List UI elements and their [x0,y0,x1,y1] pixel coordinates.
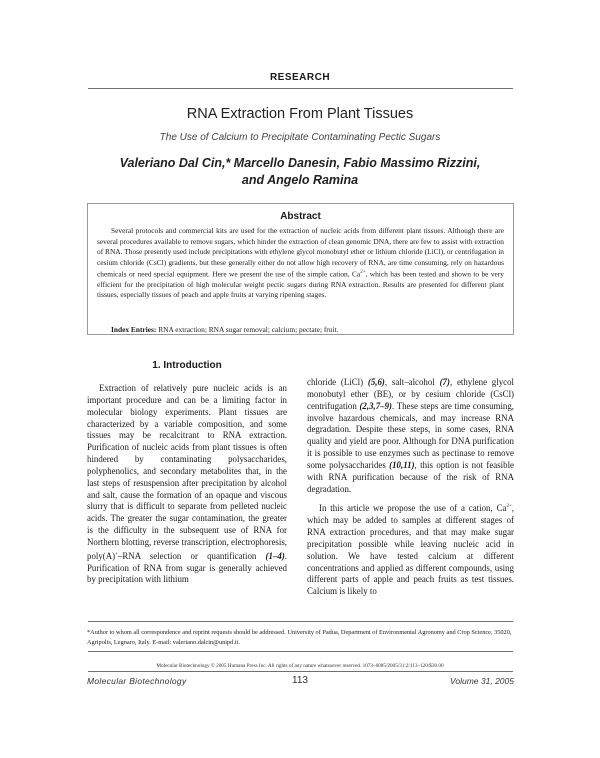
intro-left-text: Extraction of relatively pure nucleic acids is an important procedure and can be a limiting factor in molecular biology experiments. Plant tissues are characterized by a variable composition, and some tissues may be recalcitrant to RNA extraction. Purification of nucleic acids from plant tissues is often hindered by contaminating polysaccharides, polyphenolics, and secondary metabolites that, in the last steps of resuspension after precipitation by alcohol and salt, cause the formation of an opaque and viscous slurry that is difficult to separate from pelleted nucleic acids. The greater the sugar contamination, the greater is the difficulty in the subsequent use of RNA for Northern blotting, reverse transcription, electrophoresis, poly(A) [87,383,287,561]
intro-right-text-b: , salt–alcohol [384,377,440,387]
intro-left-text-end: . Purification of RNA from sugar is generally achieved by precipitation with lithium [87,550,287,585]
page-number: 113 [292,675,308,686]
intro-right-text-e: , this option is not feasible with RNA purification because of the risk of RNA degradation. [307,459,514,494]
volume-info: Volume 31, 2005 [450,676,514,686]
abstract-text-part-2: , which has been tested and shown to be very efficient for the precipitation of high molecular weight pectic sugars during RNA extraction. Results are presented for different plant tissues, especially tissues of peach and apple fruits at varying ripening stages. [97,269,504,300]
correspondence-footnote: *Author to whom all correspondence and reprint requests should be addressed. University of Padua, Department of Environmental Agronomy and Crop Science, 35020, Agripolis, Legnaro, Italy. E-mail: valeriano.dalcin@unipd.it. [87,629,512,646]
authors-line-1: Valeriano Dal Cin,* Marcello Danesin, Fabio Massimo Rizzini, [119,156,481,170]
citation: (5,6) [367,377,385,387]
intro-right-text-a: chloride (LiCl) [307,377,368,387]
section-label: RESEARCH [269,72,331,83]
citation: (2,3,7–9) [359,400,392,411]
author-list [0,155,600,189]
abstract-text-part-1: Several protocols and commercial kits are used for the extraction of nucleic acids from different plant tissues. Although there are several procedures available to remove sugars, which hinder the extraction of clean genomic DNA, there are few to assist with extraction of RNA. Those presently used include precipitations with ethylene glycol monobutyl ether or lithium chloride (LiCl), or centrifugation in cesium chloride (CsCl) gradients, but these generally either do not allow high recovery of RNA, are time consuming, rely on hazardous chemicals or need special equipment. Here we present the use of the simple cation, Ca [97,226,504,279]
calcium-charge: 2+ [506,504,512,510]
header-rule [88,88,513,89]
intro-left-text-mid: –RNA selection or quantification [117,550,266,561]
abstract-heading: Abstract [280,211,321,222]
index-entries-label: Index Entries: [111,325,157,334]
index-entries-terms: RNA extraction; RNA sugar removal; calcium; pectate; fruit. [156,325,339,334]
intro-right-text-d: . These steps are time consuming, involve hazardous chemicals, and may increase RNA degradation. Despite these steps, in some cases, RNA quality and yield are poor. Although for DNA purification it is possible to use enzymes such as pectinase to remove some polysaccharides [307,400,515,470]
publisher-line: Molecular Biotechnology © 2005 Humana Press Inc. All rights of any nature whatsoever reserved. 1073–6085/2005/31:2/113–120/$30.00 [156,663,444,669]
footer-rule [88,671,513,672]
article-subtitle: The Use of Calcium to Precipitate Contaminating Pectic Sugars [159,132,441,143]
footnote-bottom-rule [88,651,513,652]
citation: (1–4) [265,550,285,561]
calcium-charge: 2+ [360,270,366,275]
column-left [87,383,287,586]
footnote-rule [88,621,513,622]
poly-a-sup: + [115,551,118,557]
section-heading-introduction: 1. Introduction [152,360,222,371]
intro-right-text-c: , ethylene glycol monobutyl ether (BE), or by cesium chloride (CsCl) centrifugation [307,377,514,411]
index-entries [97,325,504,336]
citation: (10,11) [389,459,415,470]
journal-name: Molecular Biotechnology [87,676,187,686]
citation: (7) [439,377,450,387]
intro-right-p2-b: , which may be added to samples at different stages of RNA extraction procedures, and that may make sugar precipitation possible while leaving nucleic acid in solution. We have tested calcium at different concentrations and applied as different compounds, using different parts of apple and peach fruits as test tissues. Calcium is likely to [307,503,514,597]
article-title: RNA Extraction From Plant Tissues [186,106,414,122]
intro-right-p2-a: In this article we propose the use of a cation, Ca [319,503,507,514]
column-right [307,377,514,598]
authors-line-2: and Angelo Ramina [241,173,359,187]
abstract-text [97,226,504,301]
